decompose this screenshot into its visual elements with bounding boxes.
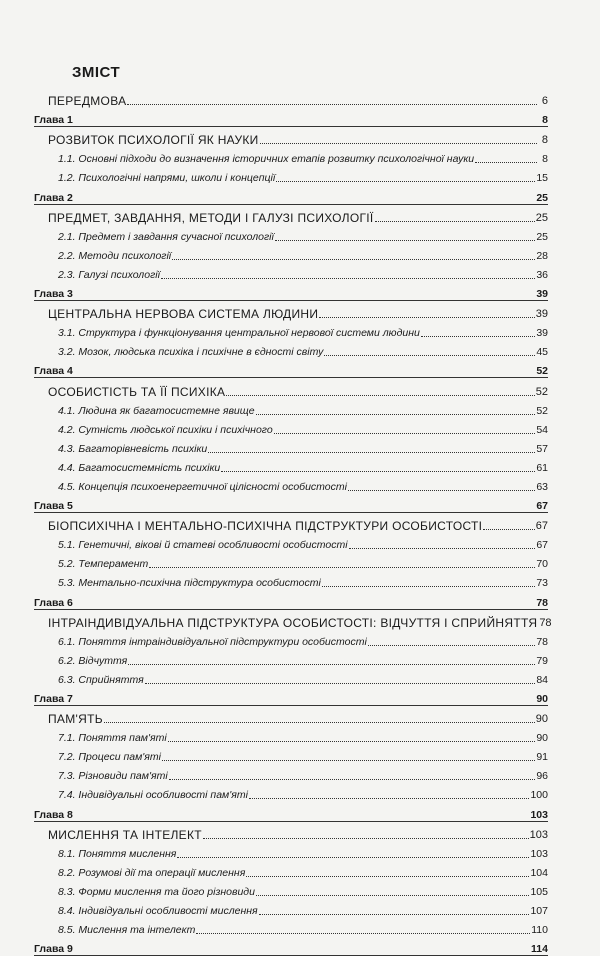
dot-leader [149, 567, 535, 568]
toc-entry-text: 6.3. Сприйняття [58, 673, 144, 686]
toc-entry-page-number: 52 [536, 365, 548, 378]
toc-entry-page-number: 57 [536, 442, 548, 455]
toc-entry-text: 7.3. Різновиди пам'яті [58, 770, 168, 783]
toc-entry-sub [34, 725, 548, 744]
dot-leader [196, 933, 530, 934]
toc-entry-sub [34, 629, 548, 648]
toc-entry-page-number: 103 [530, 847, 548, 860]
toc-entry-text: 2.3. Галузі психології [58, 268, 160, 281]
toc-entry-sub [34, 570, 548, 589]
dot-leader [145, 683, 536, 684]
dot-leader [319, 317, 534, 318]
toc-entry-page-number: 73 [536, 577, 548, 590]
toc-entry-text: 2.2. Методи психології [58, 249, 172, 262]
toc-entry-section [34, 513, 548, 532]
dot-leader [172, 259, 535, 260]
toc-entry-sub [34, 763, 548, 782]
toc-entry-page-number: 39 [536, 288, 548, 301]
toc-entry-text: 1.1. Основні підходи до визначення історичних етапів розвитку психологічної науки [58, 153, 475, 166]
dot-leader [256, 414, 536, 415]
toc-entry-page-number: 25 [535, 211, 548, 224]
toc-entry-text: 8.5. Мислення та інтелект [58, 924, 196, 937]
toc-entry-page-number: 45 [536, 346, 548, 359]
toc-entry-section [34, 706, 548, 725]
toc-entry-page-number: 54 [536, 423, 548, 436]
toc-entry-text: Глава 7 [34, 693, 73, 705]
dot-leader [128, 664, 535, 665]
toc-entry-page-number: 114 [531, 943, 548, 956]
dot-leader [203, 838, 529, 839]
toc-entry-page-number: 103 [529, 828, 548, 841]
dot-leader [483, 529, 534, 530]
toc-entry-section [34, 205, 548, 224]
toc-entry-section [34, 822, 548, 841]
toc-entry-text: Глава 1 [34, 114, 73, 127]
toc-entry-chapter [34, 686, 548, 706]
toc-entry-page-number: 78 [536, 635, 548, 648]
toc-entry-text: ОСОБИСТІСТЬ ТА ЇЇ ПСИХІКА [48, 384, 226, 399]
toc-entry-sub [34, 474, 548, 493]
toc-entry-chapter [34, 358, 548, 378]
toc-entry-page-number: 90 [536, 732, 548, 745]
toc-entry-page-number: 39 [536, 327, 548, 340]
toc-entry-page-number: 79 [536, 654, 548, 667]
dot-leader [168, 741, 536, 742]
toc-entry-page-number: 96 [536, 770, 548, 783]
toc-entry-page-number: 36 [536, 268, 548, 281]
toc-entry-text: 8.2. Розумові дії та операції мислення [58, 866, 246, 879]
toc-entry-chapter [34, 493, 548, 513]
toc-entry-sub [34, 898, 548, 917]
toc-entry-page-number: 67 [536, 539, 548, 552]
toc-entry-section [34, 378, 548, 397]
toc-entry-sub [34, 165, 548, 184]
dot-leader [162, 760, 535, 761]
toc-entry-text: 3.1. Структура і функціонування центральної нервової системи людини [58, 327, 420, 340]
toc-entry-section [34, 301, 548, 320]
toc-entry-text: Глава 6 [34, 596, 73, 609]
toc-entry-chapter [34, 184, 548, 204]
dot-leader [475, 162, 537, 163]
toc-entry-section [34, 127, 548, 146]
toc-entry-page-number: 110 [531, 924, 548, 937]
toc-entry-sub [34, 551, 548, 570]
toc-entry-chapter [34, 589, 548, 609]
toc-entry-page-number: 104 [530, 866, 548, 879]
toc-entry-sub [34, 648, 548, 667]
toc-entry-page-number: 28 [536, 249, 548, 262]
toc-entry-text: ЦЕНТРАЛЬНА НЕРВОВА СИСТЕМА ЛЮДИНИ [48, 307, 319, 322]
dot-leader [249, 798, 530, 799]
dot-leader [349, 548, 536, 549]
dot-leader [275, 240, 536, 241]
toc-entry-text: Глава 2 [34, 191, 73, 204]
toc-entry-page-number: 52 [535, 385, 548, 398]
toc-entry-sub [34, 436, 548, 455]
toc-entry-text: Глава 8 [34, 808, 73, 821]
toc-entry-page-number: 67 [536, 500, 548, 513]
toc-entry-page-number: 84 [536, 673, 548, 686]
toc-entry-text: 2.1. Предмет і завдання сучасної психології [58, 230, 274, 243]
toc-entry-page-number: 100 [530, 789, 548, 802]
toc-entry-page-number: 8 [542, 153, 548, 166]
dot-leader [348, 490, 535, 491]
toc-entry-chapter [34, 107, 548, 127]
toc-entry-section [34, 610, 552, 630]
toc-entry-text: МИСЛЕННЯ ТА ІНТЕЛЕКТ [48, 827, 202, 842]
dot-leader [368, 645, 535, 646]
dot-leader [324, 355, 535, 356]
toc-entry-text: 6.1. Поняття інтраіндивідуальної підструктури особистості [58, 635, 367, 648]
toc-entry-text: ПЕРЕДМОВА [48, 94, 127, 109]
toc-entry-chapter [34, 801, 548, 821]
toc-entry-text: Глава 3 [34, 288, 73, 301]
toc-entry-text: РОЗВИТОК ПСИХОЛОГІЇ ЯК НАУКИ [48, 133, 259, 148]
dot-leader [177, 857, 529, 858]
toc-entry-page-number: 105 [530, 885, 548, 898]
toc-entry-text: 8.3. Форми мислення та його різновиди [58, 885, 255, 898]
toc-entry-sub [34, 744, 548, 763]
toc-entry-text: 4.5. Концепція психоенергетичної цілісності особистості [58, 480, 347, 493]
toc-entry-section [34, 88, 548, 107]
toc-entry-sub [34, 146, 548, 165]
toc-entry-page-number: 67 [535, 520, 548, 533]
toc-entry-page-number: 52 [536, 404, 548, 417]
toc-entry-page-number: 25 [536, 191, 548, 204]
toc-entry-page-number: 61 [536, 461, 548, 474]
toc-entry-text: БІОПСИХІЧНА І МЕНТАЛЬНО-ПСИХІЧНА ПІДСТРУКТУРИ ОСОБИСТОСТІ [48, 519, 483, 534]
toc-entry-sub [34, 860, 548, 879]
toc-entry-chapter [34, 281, 548, 301]
dot-leader [274, 433, 536, 434]
toc-entry-page-number: 78 [539, 616, 552, 629]
toc-title: ЗМІСТ [72, 64, 121, 81]
dot-leader [208, 452, 535, 453]
toc-entry-text: Глава 4 [34, 365, 73, 378]
dot-leader [104, 722, 535, 723]
toc-entry-page-number: 8 [541, 134, 548, 147]
dot-leader [226, 395, 534, 396]
dot-leader [276, 181, 535, 182]
toc-entry-sub [34, 339, 548, 358]
toc-entry-text: 5.2. Темперамент [58, 558, 149, 571]
toc-entry-sub [34, 879, 548, 898]
dot-leader [169, 779, 536, 780]
toc-entry-sub [34, 224, 548, 243]
toc-entry-page-number: 39 [535, 308, 548, 321]
dot-leader [161, 278, 535, 279]
toc-entry-text: 4.1. Людина як багатосистемне явище [58, 404, 255, 417]
toc-entry-text: 3.2. Мозок, людська психіка і психічне в єдності світу [58, 346, 324, 359]
toc-entry-sub [34, 417, 548, 436]
toc-entry-sub [34, 243, 548, 262]
toc-entry-text: 4.2. Сутність людської психіки і психічного [58, 423, 273, 436]
toc-entry-text: 5.3. Ментально-психічна підструктура особистості [58, 577, 321, 590]
dot-leader [421, 336, 535, 337]
toc-entry-page-number: 25 [536, 230, 548, 243]
toc-entry-text: 4.4. Багатосистемність психіки [58, 461, 221, 474]
toc-entry-sub [34, 667, 548, 686]
dot-leader [375, 221, 535, 222]
toc-entry-text: 5.1. Генетичні, вікові й статеві особливості особистості [58, 539, 348, 552]
toc-entry-page-number: 15 [536, 172, 548, 185]
toc-entry-text: ПРЕДМЕТ, ЗАВДАННЯ, МЕТОДИ І ГАЛУЗІ ПСИХОЛОГІЇ [48, 210, 374, 225]
dot-leader [259, 914, 530, 915]
toc-entry-text: 7.2. Процеси пам'яті [58, 751, 161, 764]
dot-leader [260, 143, 537, 144]
toc-entry-sub [34, 398, 548, 417]
toc-entry-page-number: 90 [535, 713, 548, 726]
toc-entry-page-number: 107 [530, 905, 548, 918]
toc-entry-chapter [34, 936, 548, 956]
toc-entry-sub [34, 782, 548, 801]
toc-entry-page-number: 78 [536, 596, 548, 609]
dot-leader [221, 471, 535, 472]
toc-entry-page-number: 8 [542, 114, 548, 127]
dot-leader [246, 876, 529, 877]
toc-entry-sub [34, 841, 548, 860]
toc-entry-text: Глава 5 [34, 500, 73, 513]
toc-entry-text: 7.4. Індивідуальні особливості пам'яті [58, 789, 248, 802]
toc-entry-text: 7.1. Поняття пам'яті [58, 732, 167, 745]
dot-leader [256, 895, 530, 896]
toc-entry-page-number: 91 [536, 751, 548, 764]
dot-leader [127, 104, 537, 105]
toc-entry-sub [34, 262, 548, 281]
toc-entry-page-number: 63 [536, 480, 548, 493]
toc-entry-text: 8.4. Індивідуальні особливості мислення [58, 905, 258, 918]
toc-entry-sub [34, 455, 548, 474]
toc-entry-text: 6.2. Відчуття [58, 654, 128, 667]
toc-entry-page-number: 103 [530, 808, 548, 821]
dot-leader [322, 586, 535, 587]
toc-entry-text: 4.3. Багаторівневість психіки [58, 442, 208, 455]
toc-entry-sub [34, 532, 548, 551]
toc-entry-sub [34, 917, 548, 936]
table-of-contents [34, 88, 552, 956]
toc-entry-page-number: 6 [541, 95, 548, 108]
toc-entry-text: Глава 9 [34, 943, 73, 956]
toc-entry-sub [34, 320, 548, 339]
toc-entry-text: 8.1. Поняття мислення [58, 847, 177, 860]
toc-entry-page-number: 90 [536, 693, 548, 705]
toc-entry-text: 1.2. Психологічні напрями, школи і концепції [58, 172, 276, 185]
toc-entry-page-number: 70 [536, 558, 548, 571]
toc-entry-text: ПАМ'ЯТЬ [48, 712, 103, 727]
toc-entry-text: ІНТРАІНДИВІДУАЛЬНА ПІДСТРУКТУРА ОСОБИСТОСТІ: ВІДЧУТТЯ І СПРИЙНЯТТЯ [48, 615, 538, 630]
